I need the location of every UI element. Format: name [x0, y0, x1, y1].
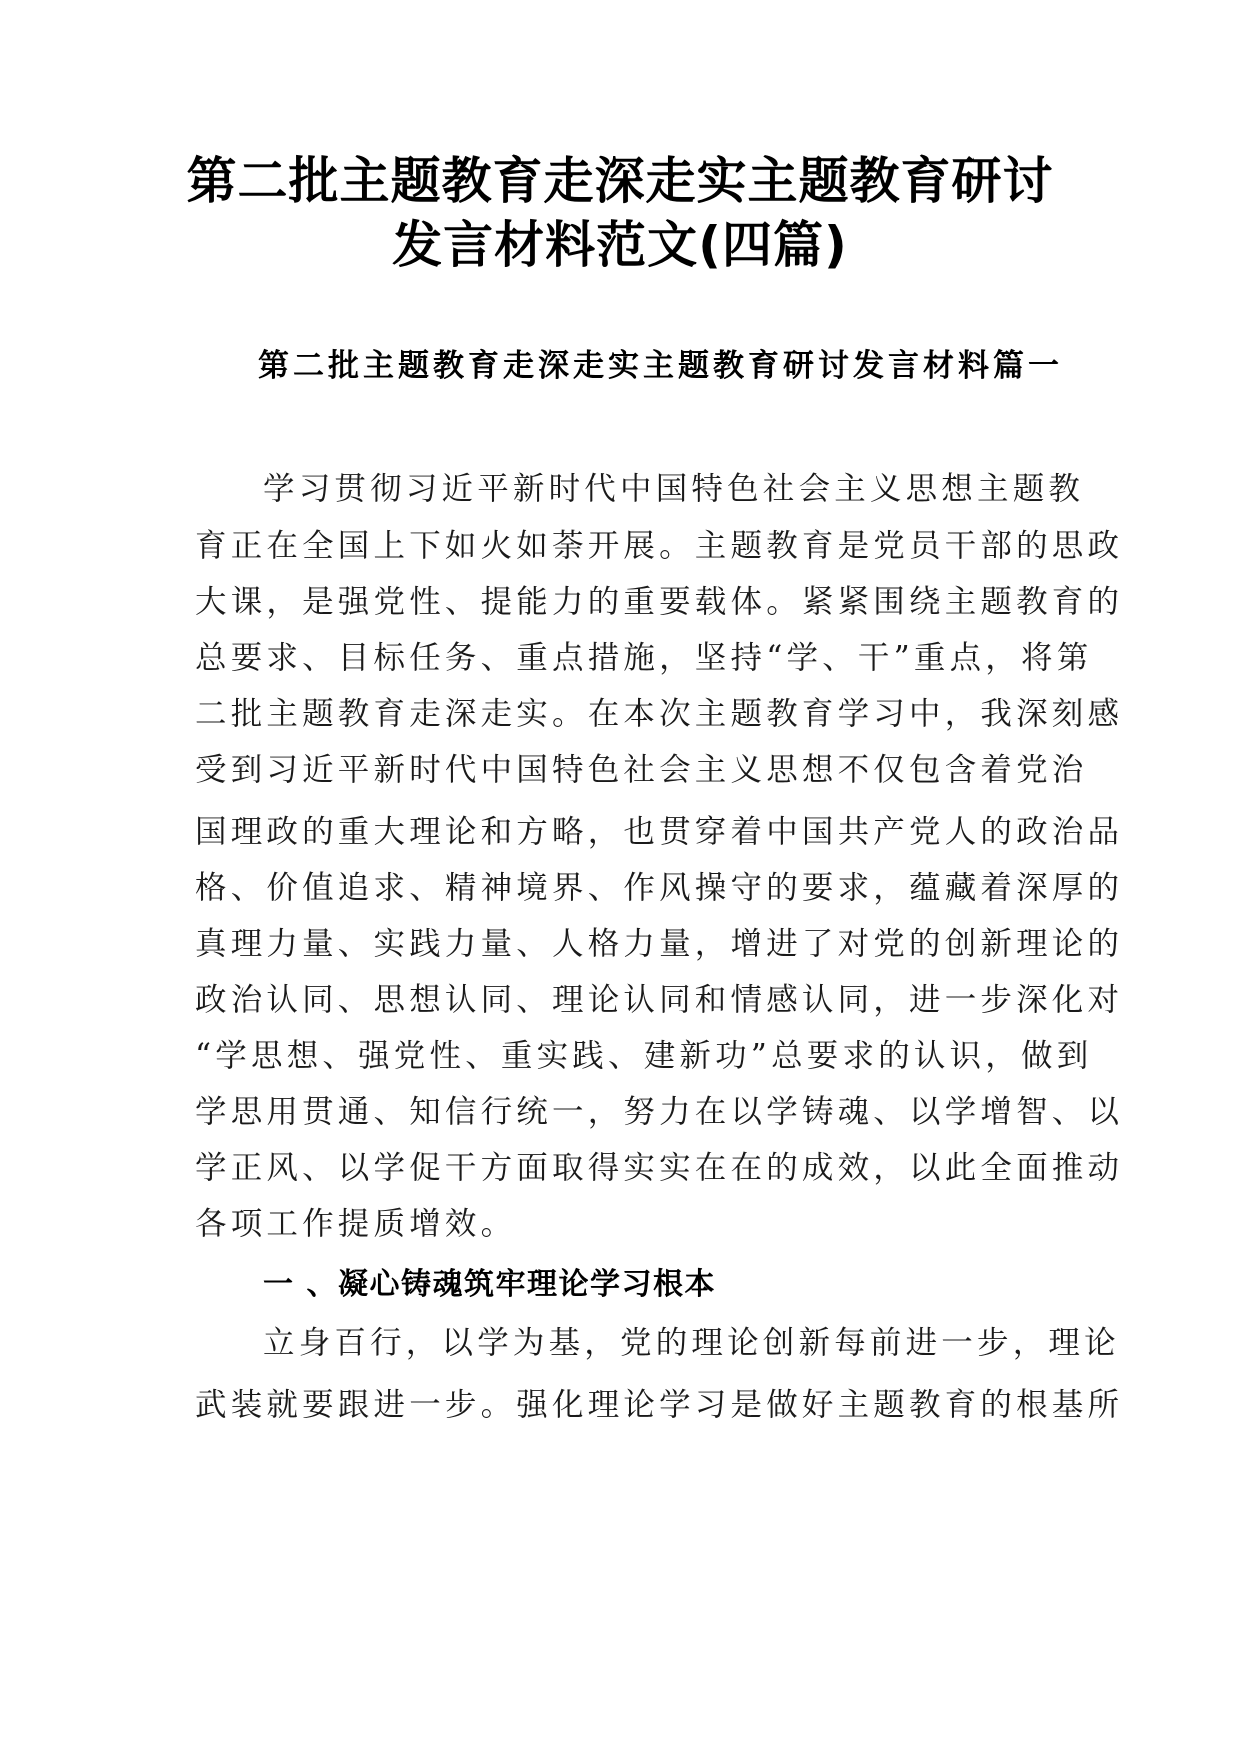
- paragraph-line: 武装就要跟进一步。强化理论学习是做好主题教育的根基所: [195, 1387, 1124, 1423]
- section-heading: 第二批主题教育走深走实主题教育研讨发言材料篇一: [258, 348, 1063, 384]
- paragraph-line: 总要求、目标任务、重点措施，坚持“学、干”重点，将第: [195, 640, 1093, 676]
- paragraph-line: 各项工作提质增效。: [195, 1206, 517, 1242]
- paragraph-line: 学正风、以学促干方面取得实实在在的成效，以此全面推动: [195, 1150, 1124, 1186]
- paragraph-line: 政治认同、思想认同、理论认同和情感认同，进一步深化对: [195, 982, 1124, 1018]
- paragraph-line: 育正在全国上下如火如荼开展。主题教育是党员干部的思政: [195, 528, 1124, 564]
- document-title-line-2: 发言材料范文(四篇): [392, 216, 848, 274]
- paragraph-line: 学习贯彻习近平新时代中国特色社会主义思想主题教: [263, 471, 1085, 507]
- paragraph-line: 真理力量、实践力量、人格力量，增进了对党的创新理论的: [195, 926, 1124, 962]
- paragraph-line: 国理政的重大理论和方略，也贯穿着中国共产党人的政治品: [195, 814, 1124, 850]
- paragraph-line: 格、价值追求、精神境界、作风操守的要求，蕴藏着深厚的: [195, 870, 1124, 906]
- paragraph-line: 二批主题教育走深走实。在本次主题教育学习中，我深刻感: [195, 696, 1124, 732]
- paragraph-line: 大课，是强党性、提能力的重要载体。紧紧围绕主题教育的: [195, 584, 1124, 620]
- paragraph-line: “学思想、强党性、重实践、建新功”总要求的认识，做到: [195, 1038, 1093, 1074]
- paragraph-line: 立身百行，以学为基，党的理论创新每前进一步，理论: [263, 1325, 1120, 1361]
- paragraph-line: 学思用贯通、知信行统一，努力在以学铸魂、以学增智、以: [195, 1094, 1124, 1130]
- document-title-line-1: 第二批主题教育走深走实主题教育研讨: [186, 152, 1054, 210]
- sub-heading-1: 一 、凝心铸魂筑牢理论学习根本: [263, 1267, 716, 1302]
- paragraph-line: 受到习近平新时代中国特色社会主义思想不仅包含着党治: [195, 752, 1088, 788]
